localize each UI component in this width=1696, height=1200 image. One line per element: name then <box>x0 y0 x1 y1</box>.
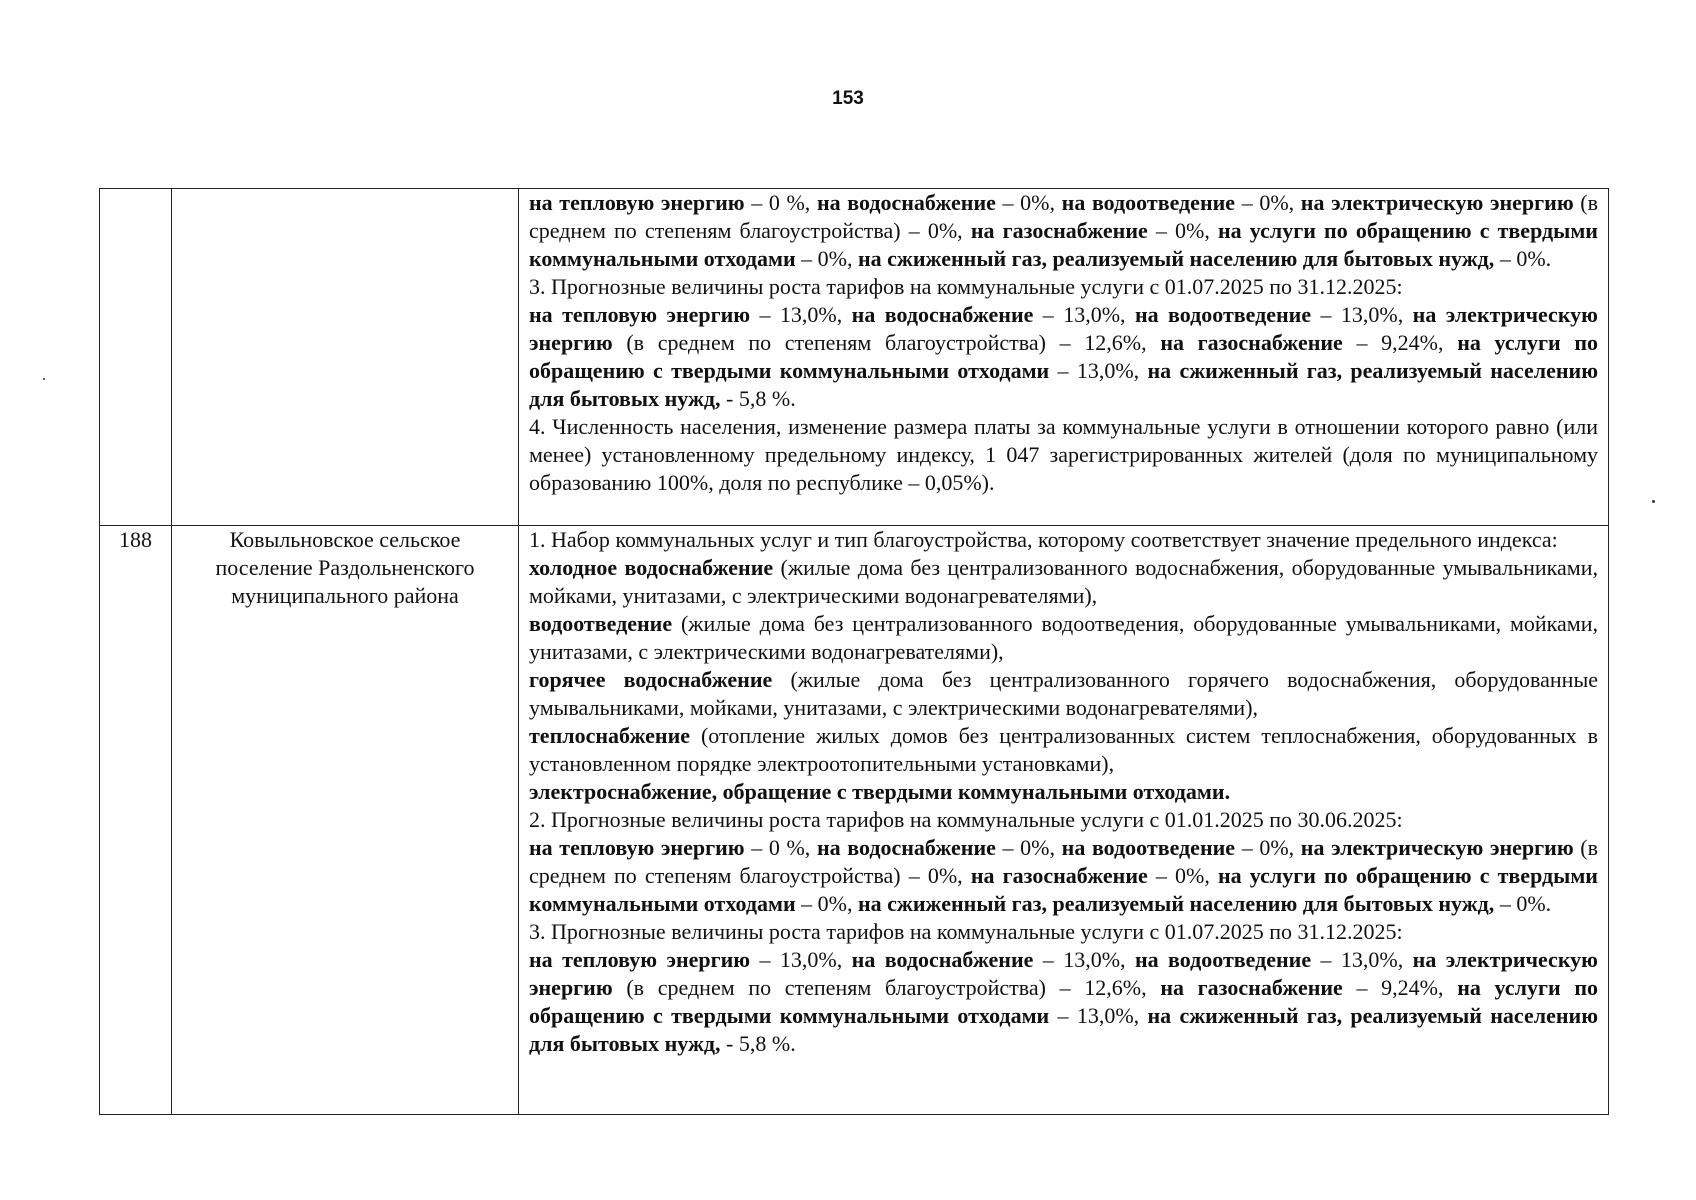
service-item: электроснабжение, обращение с твердыми коммунальными отходами. <box>529 779 1231 804</box>
page-number: 153 <box>832 88 864 109</box>
tariff-jul-paragraph: на тепловую энергию – 13,0%, на водоснабжение – 13,0%, на водоотведение – 13,0%, на электрическую энергию (в среднем по степеням благоустройства) – 12,6%, на газоснабжение – 9,24%, на услуги по обращению с твердыми коммунальными отходами – 13,0%, на сжиженный газ, реализуемый населению для бытовых нужд, - 5,8 %. <box>529 302 1599 411</box>
service-item: холодное водоснабжение (жилые дома без централизованного водоснабжения, оборудованные умывальниками, мойками, унитазами, с электрическими водонагревателями), <box>529 555 1598 608</box>
table-row <box>100 189 1609 526</box>
tariff-jan-paragraph: на тепловую энергию – 0 %, на водоснабжение – 0%, на водоотведение – 0%, на электрическую энергию (в среднем по степеням благоустройства) – 0%, на газоснабжение – 0%, на услуги по обращению с твердыми коммунальными отходами – 0%, на сжиженный газ, реализуемый населению для бытовых нужд, – 0%. <box>529 190 1598 271</box>
tariff-description-cell <box>519 189 1609 526</box>
tariff-jan-paragraph: на тепловую энергию – 0 %, на водоснабжение – 0%, на водоотведение – 0%, на электрическую энергию (в среднем по степеням благоустройства) – 0%, на газоснабжение – 0%, на услуги по обращению с твердыми коммунальными отходами – 0%, на сжиженный газ, реализуемый населению для бытовых нужд, – 0%. <box>529 835 1598 916</box>
tariff-description-cell <box>519 526 1609 1115</box>
row-number-cell: 188 <box>100 526 172 1115</box>
service-item: водоотведение (жилые дома без централизованного водоотведения, оборудованные умывальниками, мойками, унитазами, с электрическими водонагревателями), <box>529 611 1598 664</box>
service-item: горячее водоснабжение (жилые дома без централизованного горячего водоснабжения, оборудованные умывальниками, мойками, унитазами, с электрическими водонагревателями), <box>529 667 1598 720</box>
row-number-cell <box>100 189 172 526</box>
municipality-name-cell <box>172 189 519 526</box>
municipality-name-cell: Ковыльновское сельское поселение Раздольненского муниципального района <box>172 526 519 1115</box>
service-item: теплоснабжение (отопление жилых домов без централизованных систем теплоснабжения, оборудованных в установленном порядке электроотопительными установками), <box>529 723 1598 776</box>
services-title: 1. Набор коммунальных услуг и тип благоустройства, которому соответствует значение предельного индекса: <box>529 527 1558 552</box>
scan-speck <box>1652 500 1655 503</box>
table-row <box>100 526 1609 1115</box>
tariff-table <box>99 188 1609 1115</box>
population-paragraph: 4. Численность населения, изменение размера платы за коммунальные услуги в отношении которого равно (или менее) установленному предельному индексу, 1 047 зарегистрированных жителей (доля по муниципальному образованию 100%, доля по республике – 0,05%). <box>529 414 1598 495</box>
tariff-jul-paragraph: на тепловую энергию – 13,0%, на водоснабжение – 13,0%, на водоотведение – 13,0%, на электрическую энергию (в среднем по степеням благоустройства) – 12,6%, на газоснабжение – 9,24%, на услуги по обращению с твердыми коммунальными отходами – 13,0%, на сжиженный газ, реализуемый населению для бытовых нужд, - 5,8 %. <box>529 947 1599 1056</box>
forecast-jan-title: 2. Прогнозные величины роста тарифов на коммунальные услуги с 01.01.2025 по 30.06.2025: <box>529 807 1403 832</box>
forecast-jul-title: 3. Прогнозные величины роста тарифов на коммунальные услуги с 01.07.2025 по 31.12.2025: <box>529 274 1403 299</box>
forecast-jul-title: 3. Прогнозные величины роста тарифов на коммунальные услуги с 01.07.2025 по 31.12.2025: <box>529 919 1403 944</box>
scan-speck <box>43 378 45 380</box>
